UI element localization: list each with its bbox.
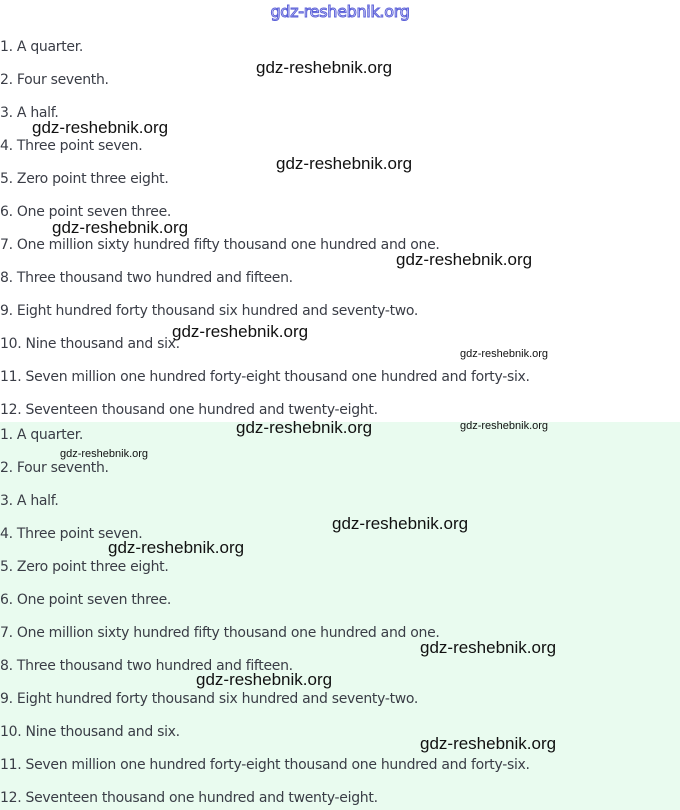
watermark: gdz-reshebnik.org (396, 250, 533, 269)
list-item: 7. One million sixty hundred fifty thousand one hundred and one. (0, 625, 440, 641)
list-item: 1. A quarter. (0, 427, 84, 443)
list-item: 6. One point seven three. (0, 592, 172, 608)
watermark: gdz-reshebnik.org (32, 118, 169, 137)
list-item: 7. One million sixty hundred fifty thousand one hundred and one. (0, 237, 440, 253)
watermark: gdz-reshebnik.org (196, 670, 333, 689)
list-item: 5. Zero point three eight. (0, 559, 169, 575)
watermark: gdz-reshebnik.org (172, 322, 309, 341)
list-item: 10. Nine thousand and six. (0, 336, 180, 352)
list-item: 12. Seventeen thousand one hundred and twenty-eight. (0, 790, 378, 806)
watermark: gdz-reshebnik.org (108, 538, 245, 557)
watermark: gdz-reshebnik.org (420, 638, 557, 657)
watermark: gdz-reshebnik.org (52, 218, 189, 237)
list-item: 4. Three point seven. (0, 138, 143, 154)
watermark: gdz-reshebnik.org (276, 154, 413, 173)
list-item: 4. Three point seven. (0, 526, 143, 542)
list-item: 11. Seven million one hundred forty-eight thousand one hundred and forty-six. (0, 369, 530, 385)
answers-section-bottom (0, 422, 680, 810)
list-item: 6. One point seven three. (0, 204, 172, 220)
list-item: 2. Four seventh. (0, 72, 109, 88)
watermark: gdz-reshebnik.org (236, 418, 373, 437)
list-item: 11. Seven million one hundred forty-eight thousand one hundred and forty-six. (0, 757, 530, 773)
watermark: gdz-reshebnik.org (420, 734, 557, 753)
list-item: 9. Eight hundred forty thousand six hundred and seventy-two. (0, 303, 419, 319)
watermark: gdz-reshebnik.org (332, 514, 469, 533)
list-item: 3. A half. (0, 493, 59, 509)
watermark: gdz-reshebnik.org (460, 420, 549, 432)
list-item: 1. A quarter. (0, 39, 84, 55)
list-item: 5. Zero point three eight. (0, 171, 169, 187)
list-item: 3. A half. (0, 105, 59, 121)
list-item: 10. Nine thousand and six. (0, 724, 180, 740)
watermark: gdz-reshebnik.org (460, 348, 549, 360)
list-item: 8. Three thousand two hundred and fifteen. (0, 270, 293, 286)
list-item: 2. Four seventh. (0, 460, 109, 476)
list-item: 9. Eight hundred forty thousand six hundred and seventy-two. (0, 691, 419, 707)
list-item: 12. Seventeen thousand one hundred and twenty-eight. (0, 402, 378, 418)
list-item: 8. Three thousand two hundred and fifteen. (0, 658, 293, 674)
watermark: gdz-reshebnik.org (60, 448, 149, 460)
site-link[interactable]: gdz-reshebnik.org (270, 2, 410, 21)
site-header (0, 0, 680, 24)
watermark: gdz-reshebnik.org (256, 58, 393, 77)
